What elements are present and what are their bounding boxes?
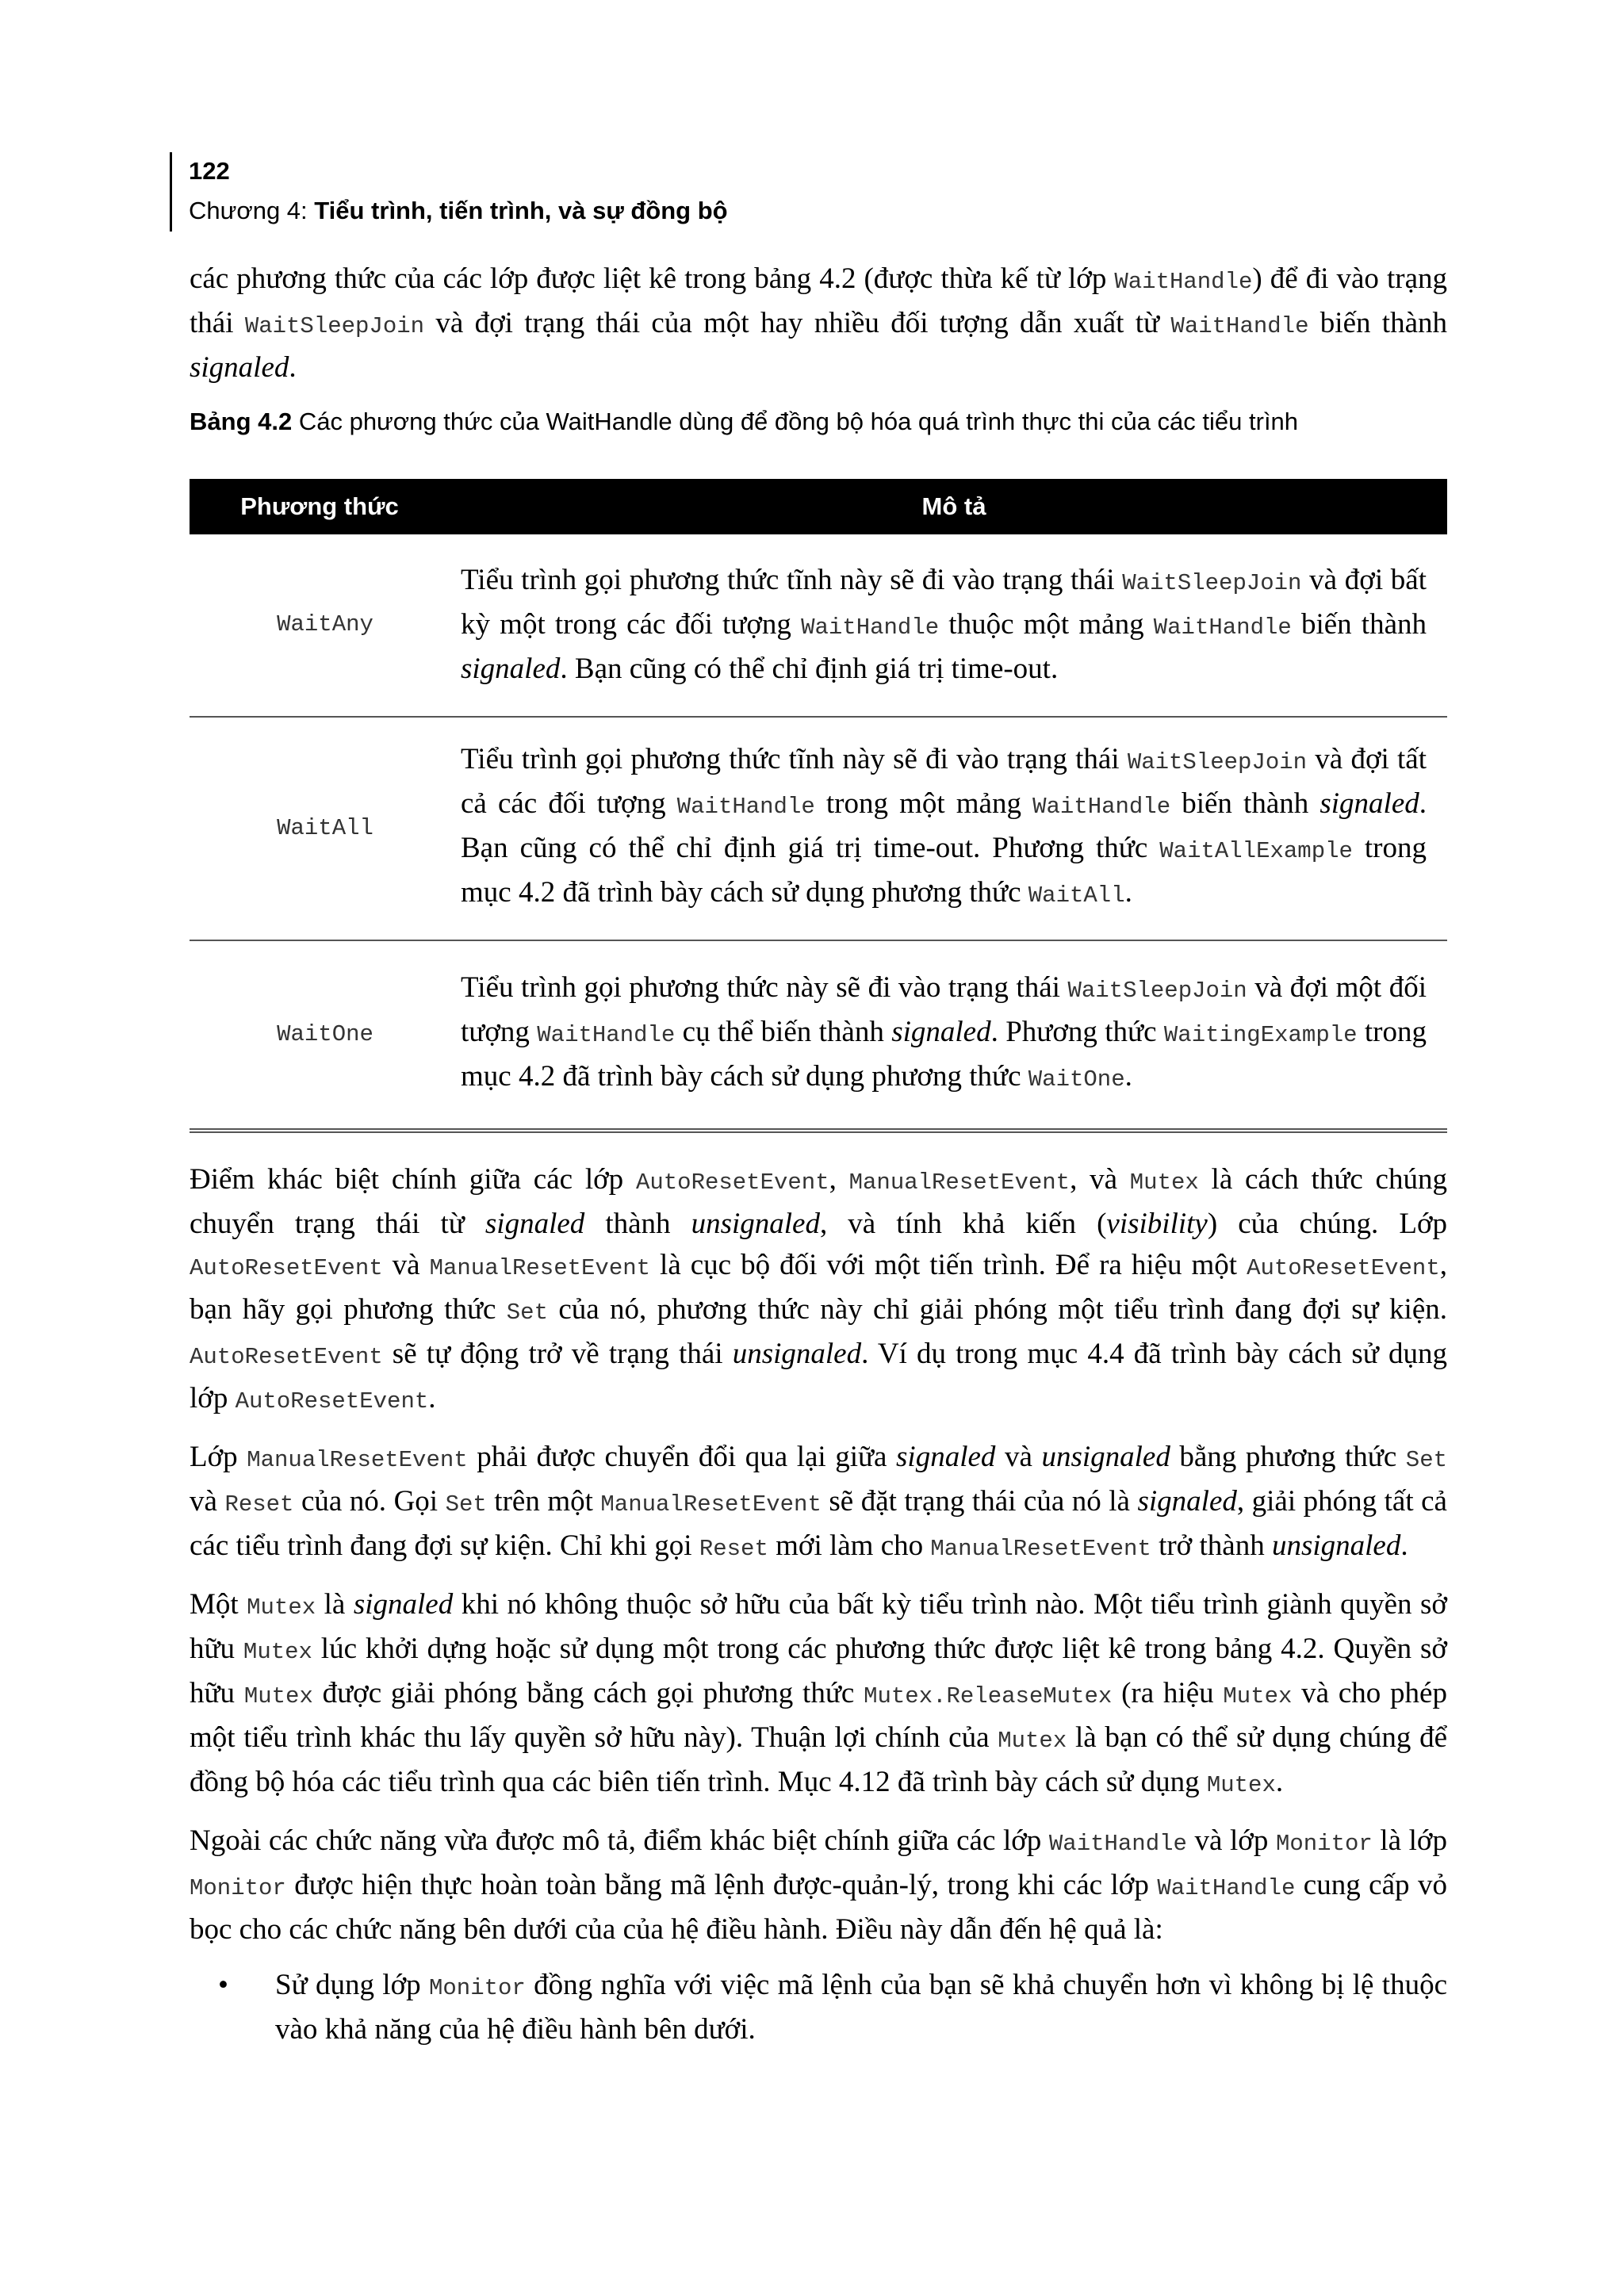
text: được hiện thực hoàn toàn bằng mã lệnh được-quản-lý, trong khi các lớp: [285, 1869, 1158, 1901]
code: AutoResetEvent: [235, 1388, 429, 1414]
bullet-icon: •: [218, 1969, 228, 2001]
code: Mutex: [1129, 1169, 1199, 1196]
text: và cho phép một tiểu trình khác thu lấy quyền sở hữu này). Thuận lợi chính của: [190, 1677, 1447, 1754]
italic: unsignaled: [1041, 1441, 1170, 1473]
caption-text: Các phương thức của WaitHandle dùng để đồng bộ hóa quá trình thực thi của các tiểu trình: [292, 408, 1299, 435]
text: là: [316, 1588, 354, 1621]
text: là cục bộ đối với một tiến trình. Để ra hiệu một: [650, 1249, 1247, 1281]
text: sẽ tự động trở về trạng thái: [382, 1338, 733, 1370]
desc-code: WaitHandle: [801, 614, 940, 641]
intro-italic: signaled: [190, 351, 289, 384]
table-caption: [190, 406, 1447, 438]
text: . Ví dụ trong mục 4.4 đã trình bày cách sử dụng lớp: [190, 1338, 1447, 1414]
text: và: [995, 1441, 1042, 1473]
text: khi nó không thuộc sở hữu của bất kỳ tiểu trình nào. Một tiểu trình giành quyền sở hữu: [190, 1588, 1447, 1665]
column-header-method: Phương thức: [190, 479, 461, 534]
desc-text: Tiểu trình gọi phương thức tĩnh này sẽ đi vào trạng thái: [461, 743, 1128, 775]
code: AutoResetEvent: [1247, 1255, 1440, 1281]
text: là bạn có thể sử dụng chúng để đồng bộ hóa các tiểu trình qua các biên tiến trình. Mục 4.12 đã trình bày cách sử dụng: [190, 1721, 1447, 1798]
code: Monitor: [429, 1975, 526, 2001]
chapter-title: Tiểu trình, tiến trình, và sự đồng bộ: [314, 197, 728, 224]
code: Mutex: [243, 1639, 312, 1665]
italic: visibility: [1106, 1208, 1208, 1240]
method-description: [461, 534, 1447, 717]
paragraph-mutex: [190, 1584, 1447, 1806]
desc-italic: signaled: [461, 652, 561, 685]
text: , giải phóng tất cả các tiểu trình đang đợi sự kiện. Chỉ khi gọi: [190, 1485, 1447, 1562]
text: , bạn hãy gọi phương thức: [190, 1249, 1447, 1326]
method-name: WaitOne: [190, 940, 461, 1131]
code: ManualResetEvent: [247, 1447, 468, 1473]
text: là lớp: [1372, 1824, 1447, 1857]
page-number: 122: [189, 157, 230, 185]
code: AutoResetEvent: [190, 1344, 383, 1370]
desc-text: thuộc một mảng: [939, 607, 1154, 641]
code: Set: [506, 1300, 548, 1326]
desc-code: WaitSleepJoin: [1067, 978, 1247, 1004]
intro-text: ) để đi vào trạng thái: [190, 262, 1447, 339]
methods-table: [190, 479, 1447, 1133]
code: AutoResetEvent: [635, 1169, 829, 1196]
text: trên một: [486, 1485, 601, 1518]
desc-text: và đợi tất cả các đối tượng: [461, 743, 1427, 820]
desc-code: WaitingExample: [1163, 1022, 1358, 1048]
code: ManualResetEvent: [600, 1491, 822, 1518]
code: AutoResetEvent: [190, 1255, 383, 1281]
intro-code: WaitSleepJoin: [244, 313, 425, 339]
text: , và: [1070, 1163, 1130, 1196]
table-row: [190, 534, 1447, 717]
bullet-list: [190, 1965, 1447, 2050]
code: Mutex: [998, 1728, 1067, 1754]
italic: signaled: [353, 1588, 454, 1621]
desc-text: Tiểu trình gọi phương thức này sẽ đi vào trạng thái: [461, 971, 1068, 1004]
text: là cách thức chúng chuyển trạng thái từ: [190, 1163, 1447, 1240]
table-row: [190, 940, 1447, 1131]
code: Reset: [224, 1491, 294, 1518]
text: ,: [829, 1163, 849, 1196]
italic: signaled: [485, 1208, 585, 1240]
table-row: [190, 717, 1447, 940]
text: (ra hiệu: [1112, 1677, 1224, 1709]
desc-text: .: [1124, 1060, 1132, 1093]
text: và: [190, 1485, 225, 1518]
desc-italic: signaled: [1320, 787, 1419, 820]
caption-label: Bảng 4.2: [190, 408, 293, 435]
text: cung cấp vỏ bọc cho các chức năng bên dưới của của hệ điều hành. Điều này dẫn đến hệ quả là:: [190, 1869, 1447, 1946]
desc-code: WaitHandle: [1153, 614, 1292, 641]
header-rule: [170, 152, 172, 232]
desc-text: biến thành: [1170, 787, 1320, 820]
desc-code: WaitHandle: [676, 794, 815, 820]
code: Mutex: [1223, 1683, 1293, 1709]
desc-text: trong mục 4.2 đã trình bày cách sử dụng phương thức: [461, 832, 1427, 909]
paragraph-waithandle-monitor: [190, 1820, 1447, 1950]
desc-code: WaitSleepJoin: [1127, 749, 1308, 775]
text: .: [1400, 1529, 1408, 1562]
desc-text: và đợi một đối tượng: [461, 971, 1427, 1048]
italic: unsignaled: [732, 1338, 862, 1370]
code: Reset: [699, 1536, 768, 1562]
text: phải được chuyển đổi qua lại giữa: [467, 1441, 897, 1473]
text: trở thành: [1151, 1529, 1272, 1562]
text: Điểm khác biệt chính giữa các lớp: [190, 1163, 636, 1196]
code: ManualResetEvent: [429, 1255, 651, 1281]
chapter-heading: [189, 197, 728, 225]
intro-text: biến thành: [1308, 307, 1448, 339]
text: lúc khởi dựng hoặc sử dụng một trong các phương thức được liệt kê trong bảng 4.2. Quyền sở hữu: [190, 1633, 1447, 1709]
desc-text: trong mục 4.2 đã trình bày cách sử dụng phương thức: [461, 1016, 1427, 1093]
text: thành: [584, 1208, 691, 1240]
desc-text: Tiểu trình gọi phương thức tĩnh này sẽ đi vào trạng thái: [461, 563, 1123, 596]
code: Set: [1405, 1447, 1448, 1473]
desc-text: cụ thể biến thành: [675, 1016, 892, 1048]
italic: signaled: [896, 1441, 996, 1473]
method-description: [461, 717, 1447, 940]
intro-text: các phương thức của các lớp được liệt kê trong bảng 4.2 (được thừa kế từ lớp: [190, 262, 1115, 295]
desc-code: WaitHandle: [1032, 794, 1171, 820]
desc-text: và đợi bất kỳ một trong các đối tượng: [461, 563, 1427, 641]
text: và: [382, 1249, 430, 1281]
text: Ngoài các chức năng vừa được mô tả, điểm khác biệt chính giữa các lớp: [190, 1824, 1049, 1857]
desc-code: WaitAllExample: [1159, 838, 1353, 864]
text: của nó. Gọi: [293, 1485, 446, 1518]
italic: unsignaled: [1271, 1529, 1401, 1562]
chapter-prefix: Chương 4:: [189, 197, 315, 224]
code: Monitor: [1275, 1831, 1373, 1857]
code: WaitHandle: [1157, 1875, 1296, 1901]
text: ) của chúng. Lớp: [1207, 1208, 1448, 1240]
table-header-row: [190, 479, 1447, 534]
desc-text: biến thành: [1291, 607, 1427, 641]
column-header-description: Mô tả: [461, 479, 1447, 534]
text: đồng nghĩa với việc mã lệnh của bạn sẽ khả chuyển hơn vì không bị lệ thuộc vào khả năng của hệ điều hành bên dưới.: [275, 1969, 1448, 2046]
text: của nó, phương thức này chỉ giải phóng một tiểu trình đang đợi sự kiện.: [548, 1293, 1448, 1326]
desc-code: WaitSleepJoin: [1122, 569, 1302, 596]
italic: unsignaled: [691, 1208, 820, 1240]
list-item: [190, 1965, 1447, 2050]
text: bằng phương thức: [1170, 1441, 1406, 1473]
text: và lớp: [1186, 1824, 1276, 1857]
text: .: [1275, 1766, 1284, 1798]
code: Mutex: [243, 1683, 313, 1709]
intro-paragraph: [190, 258, 1447, 403]
desc-text: .: [1124, 876, 1132, 909]
desc-code: WaitAll: [1028, 882, 1125, 909]
text: Sử dụng lớp: [275, 1969, 429, 2001]
desc-italic: signaled: [891, 1016, 991, 1048]
method-name: WaitAll: [190, 717, 461, 940]
desc-text: . Bạn cũng có thể chỉ định giá trị time-out. Phương thức: [461, 787, 1427, 864]
text: , và tính khả kiến (: [819, 1208, 1107, 1240]
text: .: [428, 1382, 436, 1414]
desc-code: WaitOne: [1028, 1066, 1125, 1093]
text: sẽ đặt trạng thái của nó là: [821, 1485, 1138, 1518]
method-description: [461, 940, 1447, 1131]
code: Set: [445, 1491, 487, 1518]
desc-text: . Phương thức: [990, 1016, 1164, 1048]
code: ManualResetEvent: [930, 1536, 1151, 1562]
desc-text: . Bạn cũng có thể chỉ định giá trị time-out.: [560, 652, 1059, 685]
method-name: WaitAny: [190, 534, 461, 717]
intro-text: .: [289, 351, 297, 384]
code: WaitHandle: [1048, 1831, 1187, 1857]
paragraph-events: [190, 1159, 1447, 1422]
desc-code: WaitHandle: [537, 1022, 676, 1048]
code: Mutex: [1206, 1772, 1276, 1798]
intro-code: WaitHandle: [1114, 269, 1253, 295]
text: Một: [190, 1588, 247, 1621]
text: Lớp: [190, 1441, 247, 1473]
desc-text: trong một mảng: [814, 787, 1033, 820]
code: Monitor: [190, 1875, 286, 1901]
code: Mutex: [247, 1594, 316, 1621]
intro-code: WaitHandle: [1170, 313, 1309, 339]
body-text: [190, 1159, 1447, 2050]
italic: signaled: [1137, 1485, 1237, 1518]
intro-text: và đợi trạng thái của một hay nhiều đối tượng dẫn xuất từ: [424, 307, 1171, 339]
text: được giải phóng bằng cách gọi phương thức: [312, 1677, 864, 1709]
paragraph-manualresetevent: [190, 1437, 1447, 1570]
text: mới làm cho: [768, 1529, 931, 1562]
code: ManualResetEvent: [848, 1169, 1071, 1196]
code: Mutex.ReleaseMutex: [864, 1683, 1113, 1709]
